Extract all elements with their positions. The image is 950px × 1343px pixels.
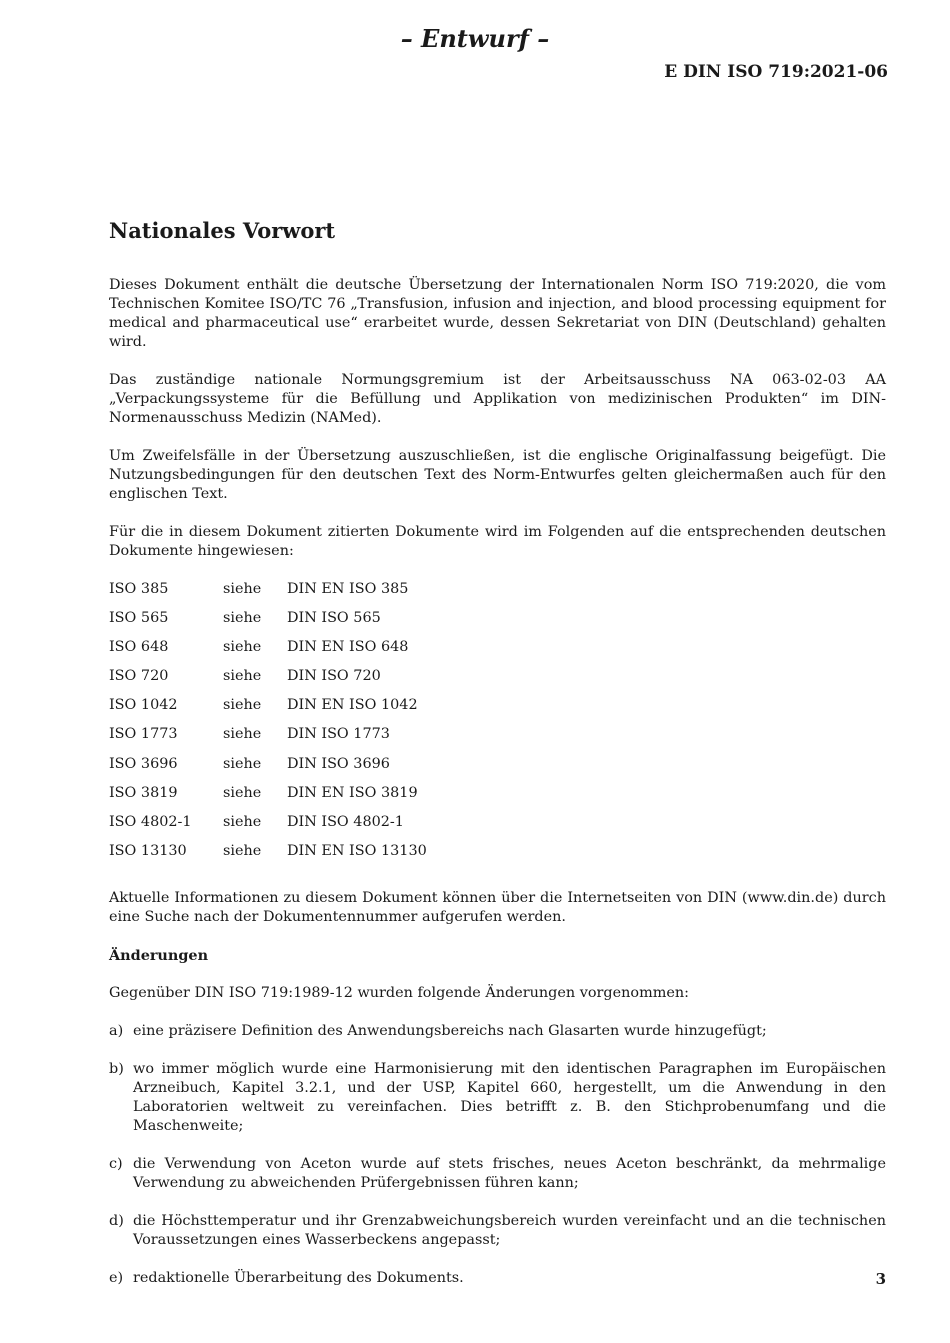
change-text: eine präzisere Definition des Anwendungsbereichs nach Glasarten wurde hinzugefügt; [133, 1022, 767, 1039]
changes-list [109, 1022, 886, 1288]
reference-row [109, 725, 886, 754]
reference-iso: ISO 648 [109, 639, 169, 656]
reference-din: DIN EN ISO 648 [287, 639, 409, 656]
reference-row [109, 784, 886, 813]
change-text: wo immer möglich wurde eine Harmonisierung mit den identischen Paragraphen im Europäischen Arzneibuch, Kapitel 3.2.1, und der USP, Kapitel 660, hergestellt, um die Anwendung in den Laboratorien weltweit zu vereinfachen. Dies betrifft z. B. den Stichprobenumfang und die Maschenweite; [133, 1060, 886, 1134]
change-text: redaktionelle Überarbeitung des Dokuments. [133, 1269, 464, 1286]
national-foreword [109, 216, 886, 1307]
change-letter: e) [109, 1269, 124, 1286]
reference-see: siehe [223, 755, 262, 772]
change-text: die Höchsttemperatur und ihr Grenzabweichungsbereich wurden vereinfacht und an die technischen Voraussetzungen eines Wasserbeckens angepasst; [133, 1212, 886, 1248]
reference-din: DIN ISO 565 [287, 610, 381, 627]
reference-row [109, 638, 886, 667]
reference-iso: ISO 1773 [109, 726, 178, 743]
paragraph-translation: Dieses Dokument enthält die deutsche Übersetzung der Internationalen Norm ISO 719:2020, die vom Technischen Komitee ISO/TC 76 „Transfusion, infusion and injection, and blood processing equipment for medical and pharmaceutical use“ erarbeitet wurde, dessen Sekretariat von DIN (Deutschland) gehalten wird. [109, 277, 886, 350]
reference-see: siehe [223, 784, 262, 801]
change-item [109, 1060, 886, 1136]
reference-see: siehe [223, 610, 262, 627]
reference-see: siehe [223, 668, 262, 685]
reference-iso: ISO 720 [109, 668, 169, 685]
change-letter: b) [109, 1060, 124, 1077]
change-letter: d) [109, 1212, 124, 1229]
reference-iso: ISO 4802-1 [109, 813, 192, 830]
change-item [109, 1269, 886, 1288]
reference-din: DIN EN ISO 13130 [287, 842, 427, 859]
paragraph-english-version: Um Zweifelsfälle in der Übersetzung auszuschließen, ist die englische Originalfassung beigefügt. Die Nutzungsbedingungen für den deutschen Text des Norm-Entwurfes gelten gleichermaßen auch für den englischen Text. [109, 448, 886, 502]
reference-row [109, 609, 886, 638]
reference-din: DIN EN ISO 1042 [287, 697, 418, 714]
change-letter: c) [109, 1155, 123, 1172]
reference-iso: ISO 1042 [109, 697, 178, 714]
reference-iso: ISO 3696 [109, 755, 178, 772]
paragraph-committee: Das zuständige nationale Normungsgremium ist der Arbeitsausschuss NA 063-02-03 AA „Verpackungssysteme für die Befüllung und Applikation von medizinischen Produkten“ im DIN-Normenausschuss Medizin (NAMed). [109, 372, 886, 426]
change-text: die Verwendung von Aceton wurde auf stets frisches, neues Aceton beschränkt, da mehrmalige Verwendung zu abweichenden Prüfergebnissen führen kann; [133, 1155, 886, 1191]
reference-din: DIN ISO 1773 [287, 726, 390, 743]
reference-din: DIN EN ISO 3819 [287, 784, 418, 801]
section-title: Nationales Vorwort [109, 218, 336, 243]
changes-heading: Änderungen [109, 946, 209, 964]
change-letter: a) [109, 1022, 124, 1039]
reference-see: siehe [223, 842, 262, 859]
reference-row [109, 813, 886, 842]
reference-din: DIN EN ISO 385 [287, 581, 409, 597]
paragraph-references-intro: Für die in diesem Dokument zitierten Dokumente wird im Folgenden auf die entsprechenden deutschen Dokumente hingewiesen: [109, 524, 886, 559]
reference-see: siehe [223, 639, 262, 656]
document-id: E DIN ISO 719:2021-06 [664, 62, 888, 82]
changes-intro: Gegenüber DIN ISO 719:1989-12 wurden folgende Änderungen vorgenommen: [109, 984, 690, 1001]
reference-iso: ISO 3819 [109, 784, 178, 801]
reference-din: DIN ISO 3696 [287, 755, 390, 772]
reference-din: DIN ISO 4802-1 [287, 813, 404, 830]
reference-din: DIN ISO 720 [287, 668, 381, 685]
reference-iso: ISO 13130 [109, 842, 187, 859]
reference-row [109, 755, 886, 784]
reference-iso: ISO 565 [109, 610, 169, 627]
change-item [109, 1155, 886, 1193]
reference-iso: ISO 385 [109, 581, 169, 597]
change-item [109, 1212, 886, 1250]
reference-row [109, 580, 886, 609]
reference-list [109, 580, 886, 871]
reference-see: siehe [223, 726, 262, 743]
draft-label: – Entwurf – [400, 24, 550, 53]
paragraph-current-info: Aktuelle Informationen zu diesem Dokument können über die Internetseiten von DIN (www.din.de) durch eine Suche nach der Dokumentennummer aufgerufen werden. [109, 889, 886, 925]
reference-see: siehe [223, 581, 262, 597]
reference-row [109, 667, 886, 696]
reference-see: siehe [223, 697, 262, 714]
reference-see: siehe [223, 813, 262, 830]
change-item [109, 1022, 886, 1041]
page-number: 3 [875, 1270, 886, 1288]
reference-row [109, 842, 886, 871]
reference-row [109, 696, 886, 725]
